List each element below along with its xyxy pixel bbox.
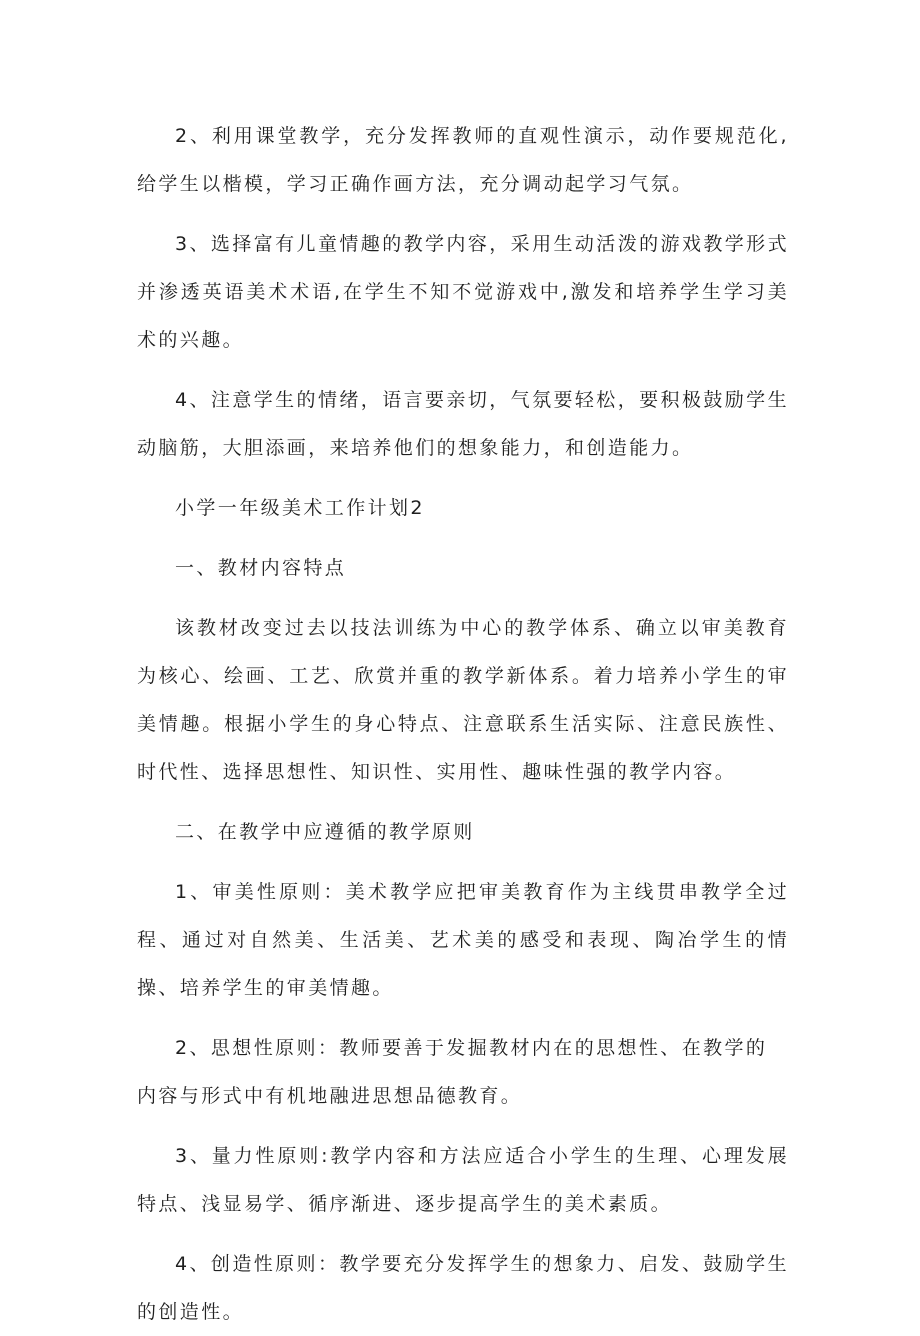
paragraph-capacity-principle: 3、量力性原则:教学内容和方法应适合小学生的生理、心理发展特点、浅显易学、循序渐进、逐步提高学生的美术素质。 bbox=[137, 1145, 789, 1215]
section-heading-textbook-features: 一、教材内容特点 bbox=[175, 557, 347, 579]
section-heading-teaching-principles: 二、在教学中应遵循的教学原则 bbox=[175, 821, 475, 843]
section-title-plan-2: 小学一年级美术工作计划2 bbox=[175, 497, 425, 519]
paragraph-content-selection: 3、选择富有儿童情趣的教学内容，采用生动活泼的游戏教学形式并渗透英语美术术语,在学生不知不觉游戏中,激发和培养学生学习美术的兴趣。 bbox=[137, 233, 789, 351]
document-body bbox=[137, 112, 789, 1336]
paragraph-teaching-demo: 2、利用课堂教学，充分发挥教师的直观性演示，动作要规范化,给学生以楷模，学习正确作画方法，充分调动起学习气氛。 bbox=[137, 125, 789, 195]
paragraph-aesthetic-principle: 1、审美性原则：美术教学应把审美教育作为主线贯串教学全过程、通过对自然美、生活美、艺术美的感受和表现、陶冶学生的情操、培养学生的审美情趣。 bbox=[137, 881, 789, 999]
ideological-principle-line-2: 内容与形式中有机地融进思想品德教育。 bbox=[137, 1085, 523, 1107]
ideological-principle-line-1: 2、思想性原则：教师要善于发掘教材内在的思想性、在教学的 bbox=[175, 1037, 768, 1059]
paragraph-ideological-principle bbox=[137, 1024, 789, 1120]
paragraph-textbook-description: 该教材改变过去以技法训练为中心的教学体系、确立以审美教育为核心、绘画、工艺、欣赏并重的教学新体系。着力培养小学生的审美情趣。根据小学生的身心特点、注意联系生活实际、注意民族性、时代性、选择思想性、知识性、实用性、趣味性强的教学内容。 bbox=[137, 617, 789, 783]
paragraph-student-emotion: 4、注意学生的情绪，语言要亲切，气氛要轻松，要积极鼓励学生动脑筋，大胆添画，来培养他们的想象能力，和创造能力。 bbox=[137, 389, 789, 459]
paragraph-creativity-principle: 4、创造性原则：教学要充分发挥学生的想象力、启发、鼓励学生的创造性。 bbox=[137, 1253, 789, 1323]
